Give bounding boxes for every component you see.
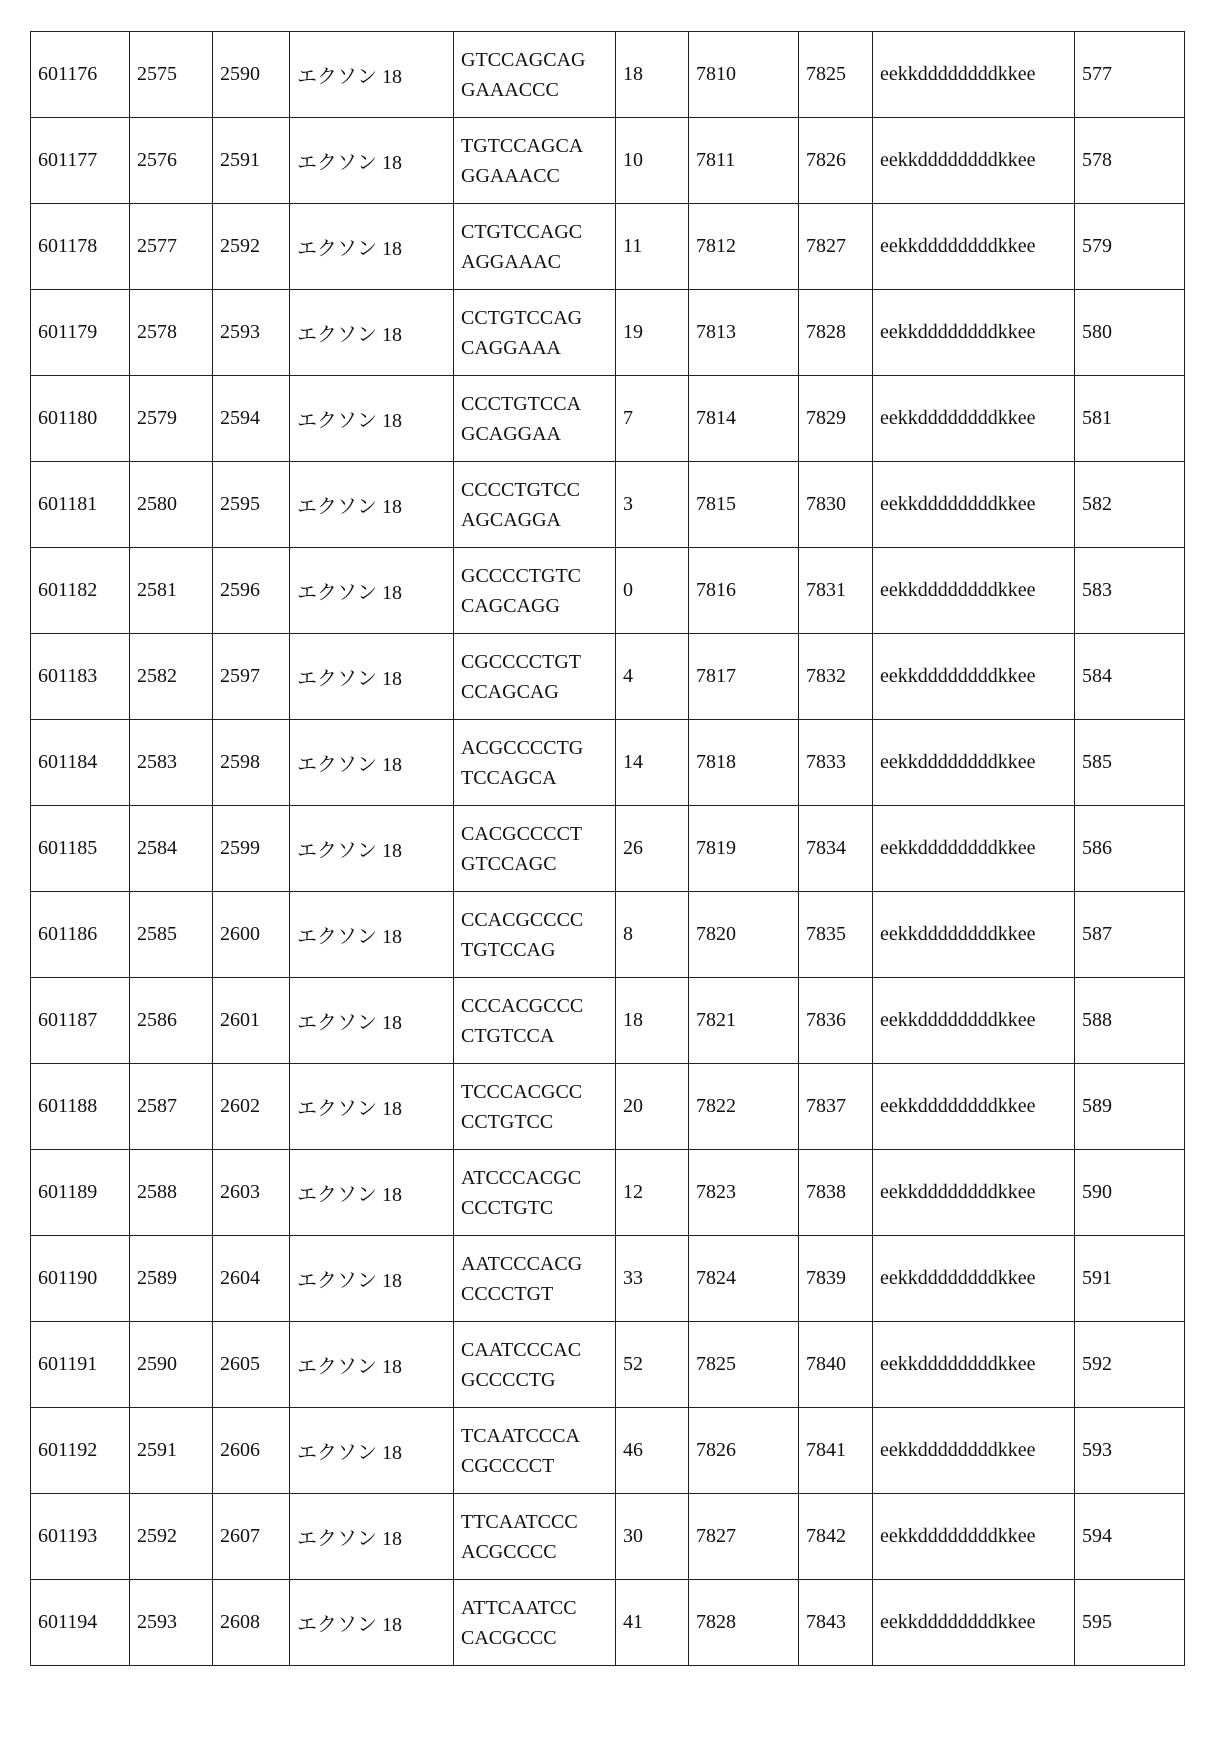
start-site-2-cell: 7816 xyxy=(689,548,799,634)
start-site-2-cell: 7810 xyxy=(689,32,799,118)
inhibition-percent-cell: 7 xyxy=(616,376,689,462)
motif-cell: eekkddddddddkkee xyxy=(873,978,1075,1064)
sequence-line: GTCCAGCAG xyxy=(461,45,615,75)
seq-id-cell: 586 xyxy=(1075,806,1185,892)
stop-site-2-cell: 7825 xyxy=(799,32,873,118)
sequence-line: TCAATCCCA xyxy=(461,1421,615,1451)
isis-number-cell: 601186 xyxy=(31,892,130,978)
sequence-cell xyxy=(454,290,616,376)
stop-site-2-cell: 7829 xyxy=(799,376,873,462)
sequence-line: TCCCACGCC xyxy=(461,1077,615,1107)
start-site-2-cell: 7823 xyxy=(689,1150,799,1236)
region-cell: エクソン 18 xyxy=(290,892,454,978)
sequence-line: GCCCCTG xyxy=(461,1365,615,1395)
data-table xyxy=(30,31,1185,1666)
seq-id-cell: 585 xyxy=(1075,720,1185,806)
motif-cell: eekkddddddddkkee xyxy=(873,1236,1075,1322)
inhibition-percent-cell: 46 xyxy=(616,1408,689,1494)
start-site-2-cell: 7819 xyxy=(689,806,799,892)
start-site-cell: 2587 xyxy=(130,1064,213,1150)
start-site-2-cell: 7827 xyxy=(689,1494,799,1580)
start-site-cell: 2581 xyxy=(130,548,213,634)
inhibition-percent-cell: 26 xyxy=(616,806,689,892)
region-cell: エクソン 18 xyxy=(290,32,454,118)
seq-id-cell: 581 xyxy=(1075,376,1185,462)
motif-cell: eekkddddddddkkee xyxy=(873,634,1075,720)
table-body xyxy=(31,32,1185,1666)
sequence-cell xyxy=(454,1580,616,1666)
start-site-cell: 2584 xyxy=(130,806,213,892)
inhibition-percent-cell: 3 xyxy=(616,462,689,548)
table-row xyxy=(31,892,1185,978)
stop-site-cell: 2601 xyxy=(213,978,290,1064)
sequence-cell xyxy=(454,376,616,462)
stop-site-2-cell: 7835 xyxy=(799,892,873,978)
sequence-line: CCACGCCCC xyxy=(461,905,615,935)
start-site-cell: 2585 xyxy=(130,892,213,978)
table-row xyxy=(31,1064,1185,1150)
stop-site-2-cell: 7831 xyxy=(799,548,873,634)
stop-site-2-cell: 7839 xyxy=(799,1236,873,1322)
region-cell: エクソン 18 xyxy=(290,634,454,720)
region-cell: エクソン 18 xyxy=(290,978,454,1064)
sequence-cell xyxy=(454,1408,616,1494)
start-site-2-cell: 7822 xyxy=(689,1064,799,1150)
sequence-line: CACGCCC xyxy=(461,1623,615,1653)
inhibition-percent-cell: 18 xyxy=(616,32,689,118)
sequence-line: TGTCCAGCA xyxy=(461,131,615,161)
sequence-cell xyxy=(454,1064,616,1150)
sequence-line: CCCCTGT xyxy=(461,1279,615,1309)
seq-id-cell: 589 xyxy=(1075,1064,1185,1150)
sequence-line: CGCCCCT xyxy=(461,1451,615,1481)
start-site-2-cell: 7817 xyxy=(689,634,799,720)
start-site-2-cell: 7815 xyxy=(689,462,799,548)
isis-number-cell: 601176 xyxy=(31,32,130,118)
sequence-line: AATCCCACG xyxy=(461,1249,615,1279)
region-cell: エクソン 18 xyxy=(290,290,454,376)
motif-cell: eekkddddddddkkee xyxy=(873,1408,1075,1494)
sequence-line: CCCCTGTCC xyxy=(461,475,615,505)
motif-cell: eekkddddddddkkee xyxy=(873,548,1075,634)
seq-id-cell: 590 xyxy=(1075,1150,1185,1236)
motif-cell: eekkddddddddkkee xyxy=(873,32,1075,118)
sequence-cell xyxy=(454,892,616,978)
table-row xyxy=(31,1322,1185,1408)
sequence-line: CAATCCCAC xyxy=(461,1335,615,1365)
sequence-line: CACGCCCCT xyxy=(461,819,615,849)
sequence-line: ACGCCCCTG xyxy=(461,733,615,763)
stop-site-cell: 2595 xyxy=(213,462,290,548)
inhibition-percent-cell: 30 xyxy=(616,1494,689,1580)
stop-site-2-cell: 7827 xyxy=(799,204,873,290)
stop-site-cell: 2592 xyxy=(213,204,290,290)
start-site-2-cell: 7813 xyxy=(689,290,799,376)
isis-number-cell: 601190 xyxy=(31,1236,130,1322)
isis-number-cell: 601192 xyxy=(31,1408,130,1494)
motif-cell: eekkddddddddkkee xyxy=(873,1150,1075,1236)
start-site-cell: 2578 xyxy=(130,290,213,376)
stop-site-2-cell: 7830 xyxy=(799,462,873,548)
motif-cell: eekkddddddddkkee xyxy=(873,118,1075,204)
sequence-cell xyxy=(454,806,616,892)
motif-cell: eekkddddddddkkee xyxy=(873,204,1075,290)
isis-number-cell: 601185 xyxy=(31,806,130,892)
stop-site-2-cell: 7837 xyxy=(799,1064,873,1150)
isis-number-cell: 601193 xyxy=(31,1494,130,1580)
sequence-line: CAGGAAA xyxy=(461,333,615,363)
isis-number-cell: 601191 xyxy=(31,1322,130,1408)
sequence-line: GAAACCC xyxy=(461,75,615,105)
table-row xyxy=(31,462,1185,548)
stop-site-2-cell: 7842 xyxy=(799,1494,873,1580)
start-site-cell: 2577 xyxy=(130,204,213,290)
stop-site-cell: 2600 xyxy=(213,892,290,978)
stop-site-cell: 2593 xyxy=(213,290,290,376)
sequence-cell xyxy=(454,118,616,204)
start-site-2-cell: 7825 xyxy=(689,1322,799,1408)
table-row xyxy=(31,1580,1185,1666)
stop-site-2-cell: 7826 xyxy=(799,118,873,204)
table-row xyxy=(31,978,1185,1064)
seq-id-cell: 582 xyxy=(1075,462,1185,548)
stop-site-cell: 2597 xyxy=(213,634,290,720)
sequence-line: AGCAGGA xyxy=(461,505,615,535)
isis-number-cell: 601179 xyxy=(31,290,130,376)
motif-cell: eekkddddddddkkee xyxy=(873,290,1075,376)
start-site-cell: 2586 xyxy=(130,978,213,1064)
isis-number-cell: 601184 xyxy=(31,720,130,806)
start-site-2-cell: 7820 xyxy=(689,892,799,978)
table-row xyxy=(31,204,1185,290)
seq-id-cell: 587 xyxy=(1075,892,1185,978)
isis-number-cell: 601181 xyxy=(31,462,130,548)
start-site-2-cell: 7826 xyxy=(689,1408,799,1494)
sequence-cell xyxy=(454,32,616,118)
stop-site-cell: 2594 xyxy=(213,376,290,462)
start-site-cell: 2582 xyxy=(130,634,213,720)
start-site-2-cell: 7818 xyxy=(689,720,799,806)
stop-site-2-cell: 7834 xyxy=(799,806,873,892)
inhibition-percent-cell: 4 xyxy=(616,634,689,720)
isis-number-cell: 601187 xyxy=(31,978,130,1064)
start-site-cell: 2576 xyxy=(130,118,213,204)
region-cell: エクソン 18 xyxy=(290,462,454,548)
stop-site-cell: 2603 xyxy=(213,1150,290,1236)
sequence-cell xyxy=(454,548,616,634)
sequence-cell xyxy=(454,204,616,290)
seq-id-cell: 588 xyxy=(1075,978,1185,1064)
motif-cell: eekkddddddddkkee xyxy=(873,806,1075,892)
region-cell: エクソン 18 xyxy=(290,548,454,634)
start-site-2-cell: 7814 xyxy=(689,376,799,462)
start-site-2-cell: 7821 xyxy=(689,978,799,1064)
sequence-line: AGGAAAC xyxy=(461,247,615,277)
start-site-cell: 2583 xyxy=(130,720,213,806)
sequence-line: GCAGGAA xyxy=(461,419,615,449)
sequence-line: CCTGTCCAG xyxy=(461,303,615,333)
sequence-line: CGCCCCTGT xyxy=(461,647,615,677)
stop-site-cell: 2608 xyxy=(213,1580,290,1666)
stop-site-2-cell: 7828 xyxy=(799,290,873,376)
sequence-cell xyxy=(454,634,616,720)
table-row xyxy=(31,720,1185,806)
stop-site-cell: 2605 xyxy=(213,1322,290,1408)
table-row xyxy=(31,806,1185,892)
inhibition-percent-cell: 52 xyxy=(616,1322,689,1408)
sequence-cell xyxy=(454,720,616,806)
seq-id-cell: 579 xyxy=(1075,204,1185,290)
seq-id-cell: 591 xyxy=(1075,1236,1185,1322)
sequence-line: TTCAATCCC xyxy=(461,1507,615,1537)
sequence-line: ACGCCCC xyxy=(461,1537,615,1567)
isis-number-cell: 601183 xyxy=(31,634,130,720)
isis-number-cell: 601180 xyxy=(31,376,130,462)
region-cell: エクソン 18 xyxy=(290,1236,454,1322)
inhibition-percent-cell: 18 xyxy=(616,978,689,1064)
start-site-2-cell: 7811 xyxy=(689,118,799,204)
seq-id-cell: 578 xyxy=(1075,118,1185,204)
stop-site-2-cell: 7836 xyxy=(799,978,873,1064)
sequence-cell xyxy=(454,1236,616,1322)
table-row xyxy=(31,548,1185,634)
isis-number-cell: 601188 xyxy=(31,1064,130,1150)
inhibition-percent-cell: 0 xyxy=(616,548,689,634)
table-row xyxy=(31,1408,1185,1494)
sequence-cell xyxy=(454,462,616,548)
table-row xyxy=(31,376,1185,462)
sequence-line: TGTCCAG xyxy=(461,935,615,965)
stop-site-2-cell: 7838 xyxy=(799,1150,873,1236)
sequence-line: CAGCAGG xyxy=(461,591,615,621)
start-site-2-cell: 7812 xyxy=(689,204,799,290)
sequence-cell xyxy=(454,1494,616,1580)
isis-number-cell: 601189 xyxy=(31,1150,130,1236)
table-row xyxy=(31,1150,1185,1236)
motif-cell: eekkddddddddkkee xyxy=(873,1580,1075,1666)
seq-id-cell: 593 xyxy=(1075,1408,1185,1494)
start-site-cell: 2593 xyxy=(130,1580,213,1666)
inhibition-percent-cell: 33 xyxy=(616,1236,689,1322)
isis-number-cell: 601182 xyxy=(31,548,130,634)
isis-number-cell: 601177 xyxy=(31,118,130,204)
start-site-2-cell: 7828 xyxy=(689,1580,799,1666)
isis-number-cell: 601194 xyxy=(31,1580,130,1666)
stop-site-cell: 2591 xyxy=(213,118,290,204)
sequence-line: GGAAACC xyxy=(461,161,615,191)
seq-id-cell: 577 xyxy=(1075,32,1185,118)
seq-id-cell: 594 xyxy=(1075,1494,1185,1580)
sequence-line: CCCTGTCCA xyxy=(461,389,615,419)
region-cell: エクソン 18 xyxy=(290,376,454,462)
start-site-cell: 2579 xyxy=(130,376,213,462)
start-site-cell: 2589 xyxy=(130,1236,213,1322)
inhibition-percent-cell: 41 xyxy=(616,1580,689,1666)
stop-site-cell: 2598 xyxy=(213,720,290,806)
region-cell: エクソン 18 xyxy=(290,1064,454,1150)
stop-site-cell: 2604 xyxy=(213,1236,290,1322)
region-cell: エクソン 18 xyxy=(290,1322,454,1408)
inhibition-percent-cell: 8 xyxy=(616,892,689,978)
stop-site-cell: 2590 xyxy=(213,32,290,118)
region-cell: エクソン 18 xyxy=(290,720,454,806)
motif-cell: eekkddddddddkkee xyxy=(873,376,1075,462)
region-cell: エクソン 18 xyxy=(290,1494,454,1580)
inhibition-percent-cell: 20 xyxy=(616,1064,689,1150)
seq-id-cell: 584 xyxy=(1075,634,1185,720)
sequence-line: CTGTCCAGC xyxy=(461,217,615,247)
stop-site-cell: 2606 xyxy=(213,1408,290,1494)
sequence-cell xyxy=(454,1150,616,1236)
motif-cell: eekkddddddddkkee xyxy=(873,1494,1075,1580)
sequence-line: CCTGTCC xyxy=(461,1107,615,1137)
seq-id-cell: 583 xyxy=(1075,548,1185,634)
motif-cell: eekkddddddddkkee xyxy=(873,462,1075,548)
motif-cell: eekkddddddddkkee xyxy=(873,1064,1075,1150)
sequence-line: TCCAGCA xyxy=(461,763,615,793)
sequence-line: CCCACGCCC xyxy=(461,991,615,1021)
table-row xyxy=(31,290,1185,376)
inhibition-percent-cell: 12 xyxy=(616,1150,689,1236)
start-site-cell: 2575 xyxy=(130,32,213,118)
sequence-line: CCAGCAG xyxy=(461,677,615,707)
region-cell: エクソン 18 xyxy=(290,806,454,892)
inhibition-percent-cell: 19 xyxy=(616,290,689,376)
seq-id-cell: 580 xyxy=(1075,290,1185,376)
start-site-cell: 2590 xyxy=(130,1322,213,1408)
region-cell: エクソン 18 xyxy=(290,1408,454,1494)
stop-site-2-cell: 7833 xyxy=(799,720,873,806)
seq-id-cell: 592 xyxy=(1075,1322,1185,1408)
inhibition-percent-cell: 11 xyxy=(616,204,689,290)
start-site-cell: 2588 xyxy=(130,1150,213,1236)
table-row xyxy=(31,1494,1185,1580)
region-cell: エクソン 18 xyxy=(290,118,454,204)
stop-site-cell: 2602 xyxy=(213,1064,290,1150)
stop-site-cell: 2599 xyxy=(213,806,290,892)
stop-site-cell: 2596 xyxy=(213,548,290,634)
sequence-cell xyxy=(454,1322,616,1408)
region-cell: エクソン 18 xyxy=(290,204,454,290)
start-site-cell: 2580 xyxy=(130,462,213,548)
motif-cell: eekkddddddddkkee xyxy=(873,1322,1075,1408)
sequence-line: ATTCAATCC xyxy=(461,1593,615,1623)
table-row xyxy=(31,32,1185,118)
stop-site-2-cell: 7841 xyxy=(799,1408,873,1494)
table-row xyxy=(31,118,1185,204)
sequence-line: GCCCCTGTC xyxy=(461,561,615,591)
table-row xyxy=(31,634,1185,720)
stop-site-2-cell: 7832 xyxy=(799,634,873,720)
motif-cell: eekkddddddddkkee xyxy=(873,892,1075,978)
stop-site-cell: 2607 xyxy=(213,1494,290,1580)
sequence-line: GTCCAGC xyxy=(461,849,615,879)
inhibition-percent-cell: 10 xyxy=(616,118,689,204)
start-site-cell: 2591 xyxy=(130,1408,213,1494)
region-cell: エクソン 18 xyxy=(290,1580,454,1666)
sequence-line: CCCTGTC xyxy=(461,1193,615,1223)
stop-site-2-cell: 7840 xyxy=(799,1322,873,1408)
seq-id-cell: 595 xyxy=(1075,1580,1185,1666)
table-row xyxy=(31,1236,1185,1322)
start-site-cell: 2592 xyxy=(130,1494,213,1580)
motif-cell: eekkddddddddkkee xyxy=(873,720,1075,806)
sequence-line: ATCCCACGC xyxy=(461,1163,615,1193)
isis-number-cell: 601178 xyxy=(31,204,130,290)
start-site-2-cell: 7824 xyxy=(689,1236,799,1322)
stop-site-2-cell: 7843 xyxy=(799,1580,873,1666)
sequence-line: CTGTCCA xyxy=(461,1021,615,1051)
sequence-cell xyxy=(454,978,616,1064)
region-cell: エクソン 18 xyxy=(290,1150,454,1236)
inhibition-percent-cell: 14 xyxy=(616,720,689,806)
